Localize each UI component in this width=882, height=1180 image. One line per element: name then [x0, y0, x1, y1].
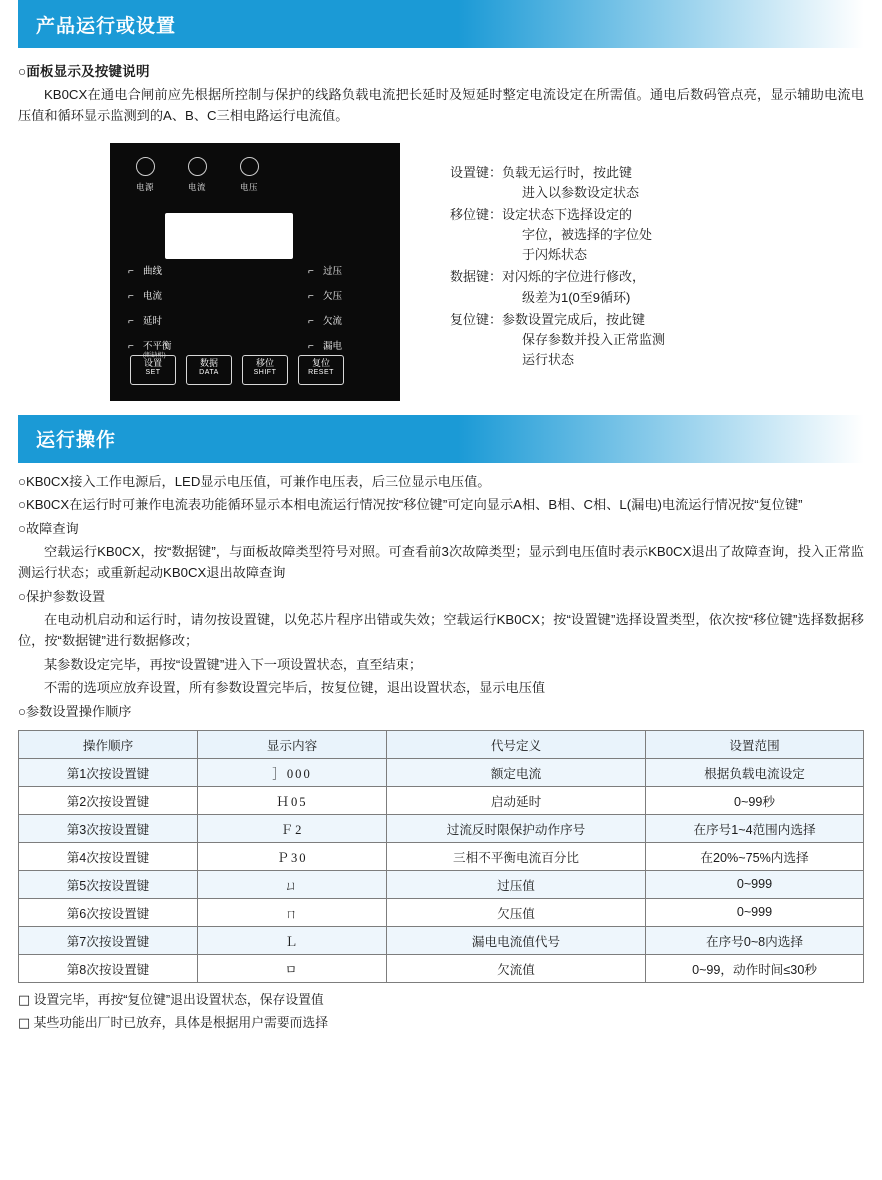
led-voltage — [232, 157, 266, 193]
set-button[interactable] — [130, 351, 176, 385]
table-cell-display: Ｌ — [198, 926, 387, 954]
table-header-cell: 设置范围 — [646, 730, 864, 758]
table-cell-display: ㄩ — [198, 870, 387, 898]
table-cell-definition: 额定电流 — [387, 758, 646, 786]
table-cell-range: 0~99秒 — [646, 786, 864, 814]
data-button[interactable] — [186, 355, 232, 385]
led-indicator-icon — [136, 157, 155, 176]
operation-item: 在电动机启动和运行时，请勿按设置键，以免芯片程序出错或失效；空载运行KB0CX；按“设置键”选择设置类型，依次按“移位键”选择数据移位，按“数据键”进行数据修改； — [18, 612, 864, 649]
footnote-item — [18, 989, 864, 1012]
table-cell-order: 第6次按设置键 — [19, 898, 198, 926]
key-name: 移位键： — [450, 207, 503, 223]
footnote-text: 某些功能出厂时已放弃，具体是根据用户需要而选择 — [33, 1014, 328, 1030]
table-row — [19, 898, 864, 926]
led-indicator-icon — [240, 157, 259, 176]
operation-item — [18, 471, 864, 492]
operation-item: 空载运行KB0CX，按“数据键”，与面板故障类型符号对照。可查看前3次故障类型；显示到电压值时表示KB0CX退出了故障查询，投入正常监测运行状态；或重新起动KB0CX退出故障查询 — [18, 543, 864, 581]
operation-item: 不需的选项应放弃设置，所有参数设置完毕后，按复位键，退出设置状态，显示电压值 — [44, 680, 546, 696]
table-cell-definition: 过压值 — [387, 870, 646, 898]
indicator-mark-icon: ⌐ — [308, 315, 314, 327]
indicator-mark-icon: ⌐ — [308, 290, 314, 302]
indicator-label: 曲线 — [143, 265, 163, 277]
table-row — [19, 842, 864, 870]
indicator-mark-icon: ⌐ — [308, 340, 314, 352]
reset-button[interactable] — [298, 355, 344, 385]
table-cell-range: 根据负载电流设定 — [646, 758, 864, 786]
operation-item-text: 保护参数设置 — [25, 588, 106, 604]
led-power — [128, 157, 162, 193]
key-line1: 参数设置完成后，按此键 — [502, 311, 646, 327]
table-cell-order: 第2次按设置键 — [19, 786, 198, 814]
bullet-mark: ○ — [18, 497, 26, 513]
key-name: 数据键： — [450, 269, 503, 285]
bullet-mark: ○ — [18, 703, 26, 719]
table-row — [19, 786, 864, 814]
key-line2: 保存参数并投入正常监测 — [522, 331, 666, 347]
footnote-item — [18, 1012, 864, 1035]
table-cell-definition: 欠流值 — [387, 954, 646, 982]
table-cell-range: 在序号0~8内选择 — [646, 926, 864, 954]
led-label: 电流 — [187, 181, 206, 192]
table-cell-display: ㅁ — [198, 954, 387, 982]
indicator-mark-icon: ⌐ — [128, 265, 134, 277]
indicator-mark-icon: ⌐ — [308, 265, 314, 277]
key-description-data — [450, 267, 665, 307]
table-cell-range: 0~999 — [646, 898, 864, 926]
bullet-mark: ○ — [18, 473, 26, 489]
key-name: 复位键： — [450, 311, 503, 327]
panel-illustration-area — [18, 137, 864, 415]
operation-item — [18, 518, 864, 539]
table-cell-range: 在20%~75%内选择 — [646, 842, 864, 870]
led-indicator-icon — [188, 157, 207, 176]
bullet-mark: ○ — [18, 64, 27, 79]
operation-item-text: 故障查询 — [25, 520, 79, 536]
table-cell-range: 0~99，动作时间≤30秒 — [646, 954, 864, 982]
key-line2: 进入以参数设定状态 — [522, 184, 640, 200]
table-cell-definition: 欠压值 — [387, 898, 646, 926]
table-cell-display: Ｐ30 — [198, 842, 387, 870]
table-cell-order: 第1次按设置键 — [19, 758, 198, 786]
key-line3: 于闪烁状态 — [522, 247, 588, 263]
indicator-mark-icon: ⌐ — [128, 315, 134, 327]
table-cell-order: 第5次按设置键 — [19, 870, 198, 898]
operation-item-text: 参数设置操作顺序 — [25, 703, 132, 719]
parameter-setting-table — [18, 730, 864, 983]
square-bullet-icon: □ — [18, 1015, 31, 1031]
indicator-label: 漏电 — [323, 340, 343, 352]
panel-display-heading-text: 面板显示及按键说明 — [26, 64, 150, 79]
panel-display-heading — [18, 60, 864, 80]
table-header-cell: 显示内容 — [198, 730, 387, 758]
table-cell-order: 第8次按设置键 — [19, 954, 198, 982]
key-description-set — [450, 163, 665, 203]
table-cell-order: 第4次按设置键 — [19, 842, 198, 870]
operation-item — [18, 586, 864, 607]
section-title: 运行操作 — [36, 430, 117, 452]
indicator-curve — [128, 267, 172, 292]
indicator-label-sub: (断缺相) — [143, 351, 166, 359]
operation-item-text: KB0CX接入工作电源后，LED显示电压值，可兼作电压表，后三位显示电压值。 — [25, 473, 491, 489]
footnote-list — [18, 989, 864, 1035]
indicator-overvoltage — [308, 267, 342, 292]
table-cell-display: ］000 — [198, 758, 387, 786]
table-cell-display: Ｈ05 — [198, 786, 387, 814]
key-line1: 设定状态下选择设定的 — [502, 207, 633, 223]
table-cell-display: Ｆ2 — [198, 814, 387, 842]
indicator-column-left — [128, 267, 172, 367]
operation-text-block — [18, 471, 864, 722]
table-header-cell: 代号定义 — [387, 730, 646, 758]
lcd-display — [165, 213, 293, 259]
indicator-undercurrent — [308, 317, 342, 342]
table-cell-definition: 三相不平衡电流百分比 — [387, 842, 646, 870]
table-row — [19, 954, 864, 982]
indicator-label: 电流 — [143, 290, 163, 302]
operation-item — [18, 701, 864, 722]
key-line3: 运行状态 — [522, 352, 575, 368]
indicator-undervoltage — [308, 292, 342, 317]
bullet-mark: ○ — [18, 588, 26, 604]
indicator-delay — [128, 317, 172, 342]
table-cell-order: 第7次按设置键 — [19, 926, 198, 954]
table-cell-display: ㄇ — [198, 898, 387, 926]
footnote-text: 设置完毕，再按“复位键”退出设置状态，保存设置值 — [33, 991, 324, 1007]
indicator-column-right — [308, 267, 342, 367]
data-button-label-en: DATA — [199, 368, 219, 376]
table-cell-definition: 过流反时限保护动作序号 — [387, 814, 646, 842]
table-cell-range: 0~999 — [646, 870, 864, 898]
indicator-label: 欠压 — [323, 290, 343, 302]
indicator-mark-icon: ⌐ — [128, 340, 134, 352]
table-cell-order: 第3次按设置键 — [19, 814, 198, 842]
operation-item: 某参数设定完毕，再按“设置键”进入下一项设置状态，直至结束； — [44, 656, 423, 672]
square-bullet-icon: □ — [18, 992, 31, 1008]
bullet-mark: ○ — [18, 520, 26, 536]
table-cell-range: 在序号1~4范围内选择 — [646, 814, 864, 842]
panel-button-row — [130, 351, 344, 385]
section-banner-running-operation — [18, 415, 864, 463]
indicator-label: 欠流 — [323, 315, 343, 327]
set-button-label-en: SET — [145, 368, 161, 376]
table-cell-definition: 启动延时 — [387, 786, 646, 814]
operation-item-text: KB0CX在运行时可兼作电流表功能循环显示本相电流运行情况按“移位键”可定向显示A相、B相、C相、L(漏电)电流运行情况按“复位键” — [25, 497, 803, 513]
key-line1: 负载无运行时，按此键 — [502, 164, 633, 180]
key-line2: 字位，被选择的字位处 — [522, 227, 653, 243]
table-header-row — [19, 730, 864, 758]
table-row — [19, 870, 864, 898]
shift-button[interactable] — [242, 355, 288, 385]
data-button-label-cn: 数据 — [199, 357, 218, 368]
key-line1: 对闪烁的字位进行修改， — [502, 269, 646, 285]
led-current — [180, 157, 214, 193]
operation-item — [18, 494, 864, 515]
shift-button-label-cn: 移位 — [255, 357, 274, 368]
indicator-label: 延时 — [143, 315, 163, 327]
table-header-cell: 操作顺序 — [19, 730, 198, 758]
table-row — [19, 814, 864, 842]
reset-button-label-cn: 复位 — [311, 357, 330, 368]
reset-button-label-en: RESET — [308, 368, 334, 376]
section-banner-operation-settings — [18, 0, 864, 48]
led-label: 电源 — [135, 181, 154, 192]
panel-display-paragraph: KB0CX在通电合闸前应先根据所控制与保护的线路负载电流把长延时及短延时整定电流设定在所需值。通电后数码管点亮，显示辅助电流电压值和循环显示监测到的A、B、C三相电路运行电流值。 — [18, 87, 864, 124]
table-row — [19, 758, 864, 786]
key-description-list — [450, 163, 665, 372]
shift-button-label-en: SHIFT — [253, 368, 277, 376]
section-title: 产品运行或设置 — [36, 15, 177, 37]
indicator-label: 过压 — [323, 265, 343, 277]
set-button-label-cn: 设置 — [143, 357, 162, 368]
indicator-label-main: 不平衡 — [143, 340, 172, 352]
device-front-panel — [110, 143, 400, 401]
key-description-shift — [450, 205, 665, 265]
led-group — [128, 157, 266, 193]
key-name: 设置键： — [450, 164, 503, 180]
table-row — [19, 926, 864, 954]
key-description-reset — [450, 310, 665, 370]
key-line2: 级差为1(0至9循环) — [522, 289, 631, 305]
table-cell-definition: 漏电电流值代号 — [387, 926, 646, 954]
indicator-mark-icon: ⌐ — [128, 290, 134, 302]
led-label: 电压 — [239, 181, 258, 192]
indicator-current — [128, 292, 172, 317]
